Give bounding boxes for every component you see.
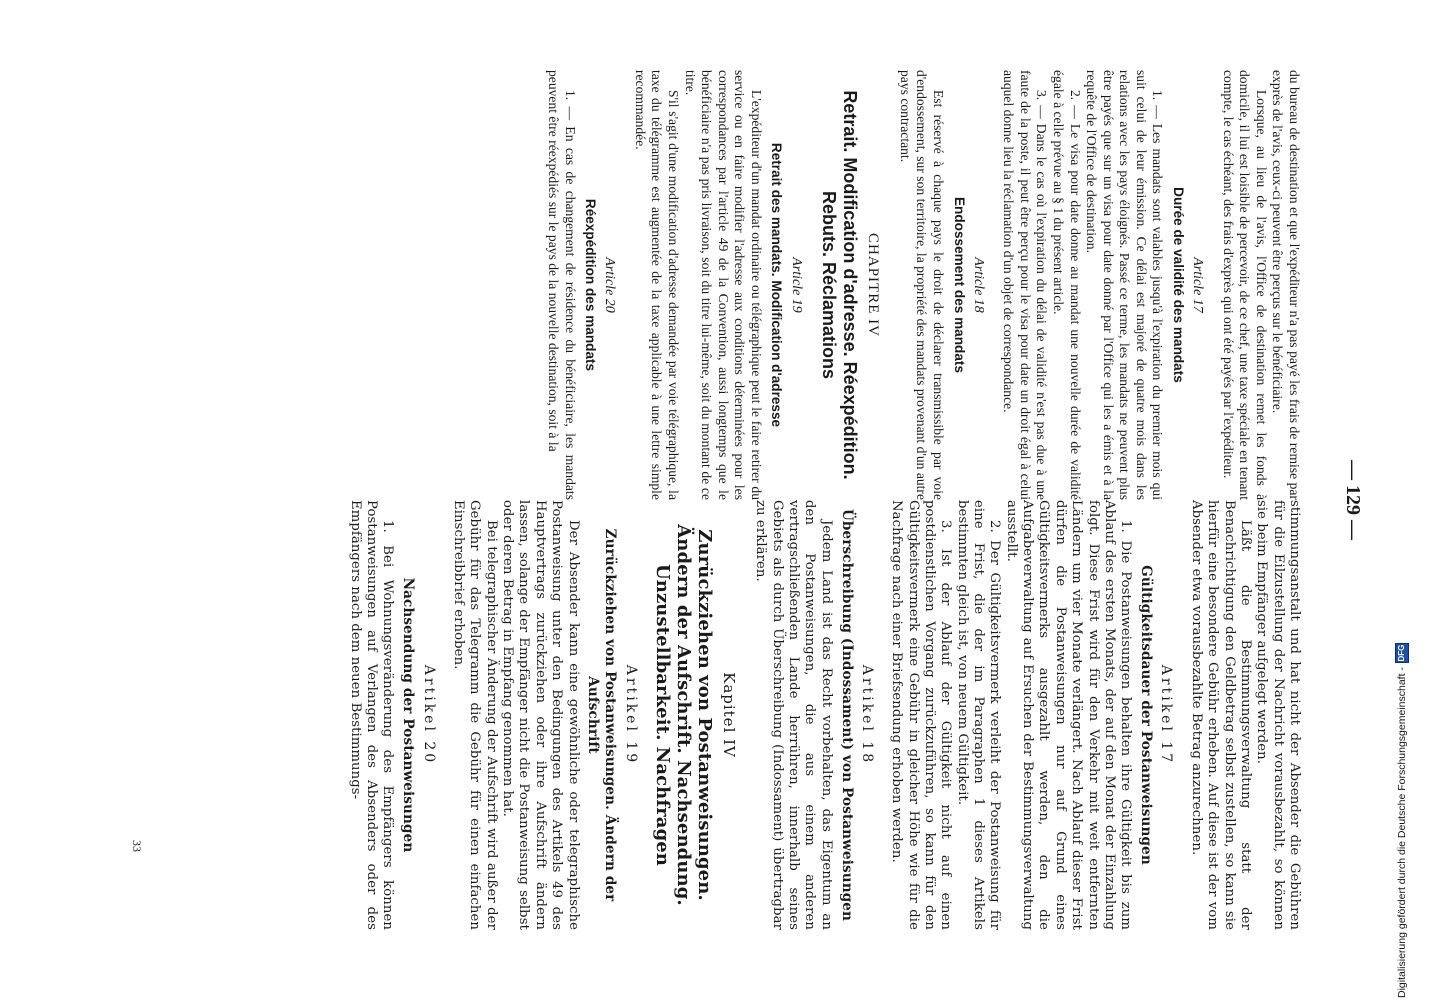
article-title: Article 20 — [602, 257, 618, 313]
paragraph: Est réservé à chaque pays le droit de déclarer transmissible par voie d'endossement, sur son territoire, la propriété des mandats provenant d'un autre pays contractant. — [897, 70, 947, 500]
article-title: Artikel 20 — [420, 664, 437, 766]
paragraph: L'expéditeur d'un mandat ordinaire ou télégraphique peut le faire retirer du service ou en faire modifier l'adresse aux conditions déterminées pour les correspondances par l'article 49 de la Convention, aussi longtemps que le bénéficiaire n'a pas pris livraison, soit du titre lui-même, soit du montant de ce titre. — [682, 70, 764, 500]
article-heading: Réexpédition des mandats — [583, 198, 599, 372]
paragraph: 3. Ist der Ablauf der Gültigkeit nicht auf einen postdienstlichen Vorgang zurückzuführen, so kann für den Gültigkeitsvermerk eine Gebühr in gleicher Höhe wie für die Nachfrage nach einer Briefsendung erhoben werden. — [889, 500, 954, 930]
footer-text: Digitalisierung gefördert durch die Deutsche Forschungsgemeinschaft - — [1396, 667, 1408, 998]
french-column — [544, 70, 1302, 500]
paragraph: S'il s'agit d'une modification d'adresse demandée par voie télégraphique, la taxe du télégramme est augmentée de la taxe applicable à une lettre simple recommandée. — [632, 70, 681, 500]
article-title: Article 18 — [970, 257, 986, 313]
article-heading: Gültigkeitsdauer der Postanweisungen — [1138, 565, 1155, 865]
article-heading: Überschreibung (Indossament) von Postanweisungen — [838, 508, 855, 922]
article-title: Article 19 — [788, 257, 804, 313]
paragraph: Der Absender kann eine gewöhnliche oder telegraphische Postanweisung unter den Bedingungen des Artikels 49 des Hauptvertrags zurückziehen oder ihre Aufschrift ändern lassen, solange der Empfänger nicht die Postanweisung selbst oder deren Betrag in Empfang genommen hat. — [500, 500, 581, 930]
paragraph: Läßt die Bestimmungsverwaltung statt der Benachrichtigung den Geldbetrag selbst zustellen, so kann sie hierfür eine besondere Gebühr erheben. Auf diese ist der vom Absender etwa vorausbezahlte Betrag anzurechnen. — [1188, 500, 1253, 930]
signature-mark: 33 — [130, 840, 144, 852]
dfg-logo: DFG — [1395, 643, 1409, 663]
chapter-heading: Zurückziehen von Postanweisungen. Ändern der Aufschrift. Nachsendung. Unzustellbarkeit. Nachfragen — [651, 524, 716, 906]
article-title: Artikel 18 — [858, 664, 875, 766]
document-page: — 129 — du bureau de destination et que l'expéditeur n'a pas payé les frais de remise par exprès de l'avis, ceux-ci peuvent être perçus sur le bénéficiaire. Lorsque, au lieu de l'avis, l'Office de destination remet les fonds à domicile, il lui est loisible de percevoir, de ce chef, une taxe spéciale en tenant compte, le cas échéant, des frais d'exprès qui ont été payés par l'expéditeur. Article 17 Durée de validité des mandats 1. — Les mandats sont valables jusqu'à l'expiration du premier mois qui suit celui de leur émission. Ce délai est majoré de quatre mois dans les relations avec les pays éloignés. Passé ce terme, les mandats ne peuvent plus être payés que sur un visa pour date donné par l'Office qui les a émis et à la requête de l'Office de destination. 2. — Le visa pour date donne au mandat une nouvelle durée de validité égale à celle prévue au § 1 du présent article. 3. — Dans le cas où l'expiration du délai de validité n'est pas due à une faute de la poste, il peut être perçu pour le visa pour date un droit égal à celui auquel donne lieu la réclamation d'un objet de correspondance. Article 18 Endossement des mandats Est réservé à chaque pays le droit de déclarer transmissible par voie d'endossement, sur son territoire, la propriété des mandats provenant d'un autre pays contractant. CHAPITRE IV Retrait. Modification d'adresse. Réexpédition. Rebuts. Réclamations Article 19 Retrait des mandats. Modification d'adresse L'expéditeur d'un mandat ordinaire ou télégraphique peut le faire retirer du service ou en faire modifier l'adresse aux conditions déterminées pour les correspondances par l'article 49 de la Convention, aussi longtemps que le bénéficiaire n'a pas pris livraison, soit du titre lui-même, soit du montant de ce titre. S'il s'agit d'une modification d'adresse demandée par voie télégraphique, la taxe du télégramme est augmentée de la taxe applicable à une lettre simple recommandée. Article 20 Réexpédition des mandats 1. — En cas de changement de résidence du bénéficiaire, les mandats peuvent être réexpédiés sur le pays de la nouvelle destination, soit à la stimmungsanstalt und hat nicht der Absender die Gebühren für die Eilzustellung der Nachricht vorausbezahlt, so können sie beim Empfänger aufgelegt werden. Läßt die Bestimmungsverwaltung statt der Benachrichtigung den Geldbetrag selbst zustellen, so kann sie hierfür eine besondere Gebühr erheben. Auf diese ist der vom Absender etwa vorausbezahlte Betrag anzurechnen. Artikel 17 Gültigkeitsdauer der Postanweisungen 1. Die Postanweisungen behalten ihre Gültigkeit bis zum Ablauf des ersten Monats, der auf den Monat der Einzahlung folgt. Diese Frist wird für den Verkehr mit weit entfernten Ländern um vier Monate verlängert. Nach Ablauf dieser Frist dürfen die Postanweisungen nur auf Grund eines Gültigkeitsvermerks ausgezahlt werden, den die Aufgabeverwaltung auf Ersuchen der Bestimmungsverwaltung ausstellt. 2. Der Gültigkeitsvermerk verleiht der Postanweisung für eine Frist, die der im Paragraphen 1 dieses Artikels bestimmten gleich ist, von neuem Gültigkeit. 3. Ist der Ablauf der Gültigkeit nicht auf einen postdienstlichen Vorgang zurückzuführen, so kann für den Gültigkeitsvermerk eine Gebühr in gleicher Höhe wie für die Nachfrage nach einer Briefsendung erhoben werden. Artikel 18 Überschreibung (Indossament) von Postanweisungen Jedem Land ist das Recht vorbehalten, das Eigentum an den Postanweisungen, die aus einem anderen vertragschließenden Lande herrühren, innerhalb seines Gebiets als durch Überschreibung (Indossament) übertragbar zu erklären. Kapitel IV Zurückziehen von Postanweisungen. Ändern der Aufschrift. Nachsendung. Unzustellbarkeit. Nachfragen Artikel 19 Zurückziehen von Postanweisungen. Ändern der Aufschrift Der Absender kann eine gewöhnliche oder telegraphische Postanweisung unter den Bedingungen des Artikels 49 des Hauptvertrags zurückziehen oder ihre Aufschrift ändern lassen, solange der Empfänger nicht die Postanweisung selbst oder deren Betrag in Empfang genommen hat. Bei telegraphischer Änderung der Aufschrift wird außer der Gebühr für das Telegramm die Gebühr für einen einfachen Einschreibbrief erhoben. Artikel 20 Nachsendung der Postanweisungen 1. Bei Wohnungsveränderung des Empfängers können Postanweisungen auf Verlangen des Absenders oder des Empfängers nach dem neuen Bestimmungs- 33 — [130, 70, 1364, 930]
article-heading: Retrait des mandats. Modification d'adresse — [769, 142, 785, 428]
paragraph: 2. Der Gültigkeitsvermerk verleiht der Postanweisung für eine Frist, die der im Paragraphen 1 dieses Artikels bestimmten gleich ist, von neuem Gültigkeit. — [954, 500, 1003, 930]
article-heading: Endossement des mandats — [951, 196, 967, 373]
paragraph: 1. Die Postanweisungen behalten ihre Gültigkeit bis zum Ablauf des ersten Monats, der auf den Monat der Einzahlung folgt. Diese Frist wird für den Verkehr mit weit entfernten Ländern um vier Monate verlängert. Nach Ablauf dieser Frist dürfen die Postanweisungen nur auf Grund eines Gültigkeitsvermerks ausgezahlt werden, den die Aufgabeverwaltung auf Ersuchen der Bestimmungsverwaltung ausstellt. — [1003, 500, 1134, 930]
article-heading: Zurückziehen von Postanweisungen. Ändern der Aufschrift — [585, 528, 619, 902]
paragraph: 1. — En cas de changement de résidence du bénéficiaire, les mandats peuvent être réexpédiés sur le pays de la nouvelle destination, soit à la — [546, 70, 578, 500]
digitization-footer — [1395, 618, 1409, 998]
paragraph: du bureau de destination et que l'expéditeur n'a pas payé les frais de remise par exprès de l'avis, ceux-ci peuvent être perçus sur le bénéficiaire. — [1270, 70, 1302, 500]
article-heading: Durée de validité des mandats — [1171, 187, 1187, 383]
paragraph: Lorsque, au lieu de l'avis, l'Office de destination remet les fonds à domicile, il lui est loisible de percevoir, de ce chef, une taxe spéciale en tenant compte, le cas échéant, des frais d'exprès qui ont été payés par l'expéditeur. — [1220, 70, 1269, 500]
paragraph: 3. — Dans le cas où l'expiration du délai de validité n'est pas due à une faute de la poste, il peut être perçu pour le visa pour date un droit égal à celui auquel donne lieu la réclamation d'un objet de correspondance. — [1001, 70, 1050, 500]
article-heading: Nachsendung der Postanweisungen — [400, 577, 417, 853]
chapter-title: CHAPITRE IV — [865, 233, 882, 337]
paragraph: 1. Bei Wohnungsveränderung des Empfängers können Postanweisungen auf Verlangen des Absenders oder des Empfängers nach dem neuen Bestimmungs- — [347, 500, 396, 930]
article-title: Artikel 17 — [1158, 664, 1175, 766]
german-column — [346, 500, 1302, 930]
article-title: Article 17 — [1190, 257, 1206, 313]
paragraph: 2. — Le visa pour date donne au mandat une nouvelle durée de validité égale à celle prévue au § 1 du présent article. — [1050, 70, 1083, 500]
paragraph: Jedem Land ist das Recht vorbehalten, das Eigentum an den Postanweisungen, die aus einem anderen vertragschließenden Lande herrühren, innerhalb seines Gebiets als durch Überschreibung (Indossament) übertragbar zu erklären. — [753, 500, 834, 930]
article-title: Artikel 19 — [622, 664, 639, 766]
chapter-title: Kapitel IV — [719, 672, 738, 758]
paragraph: Bei telegraphischer Änderung der Aufschrift wird außer der Gebühr für das Telegramm die Gebühr für einen einfachen Einschreibbrief erhoben. — [451, 500, 499, 930]
chapter-heading: Retrait. Modification d'adresse. Réexpédition. Rebuts. Réclamations — [818, 90, 860, 480]
paragraph: stimmungsanstalt und hat nicht der Absender die Gebühren für die Eilzustellung der Nachricht vorausbezahlt, so können sie beim Empfänger aufgelegt werden. — [1254, 500, 1302, 930]
paragraph: 1. — Les mandats sont valables jusqu'à l'expiration du premier mois qui suit celui de leur émission. Ce délai est majoré de quatre mois dans les relations avec les pays éloignés. Passé ce terme, les mandats ne peuvent plus être payés que sur un visa pour date donné par l'Office qui les a émis et à la requête de l'Office de destination. — [1084, 70, 1166, 500]
